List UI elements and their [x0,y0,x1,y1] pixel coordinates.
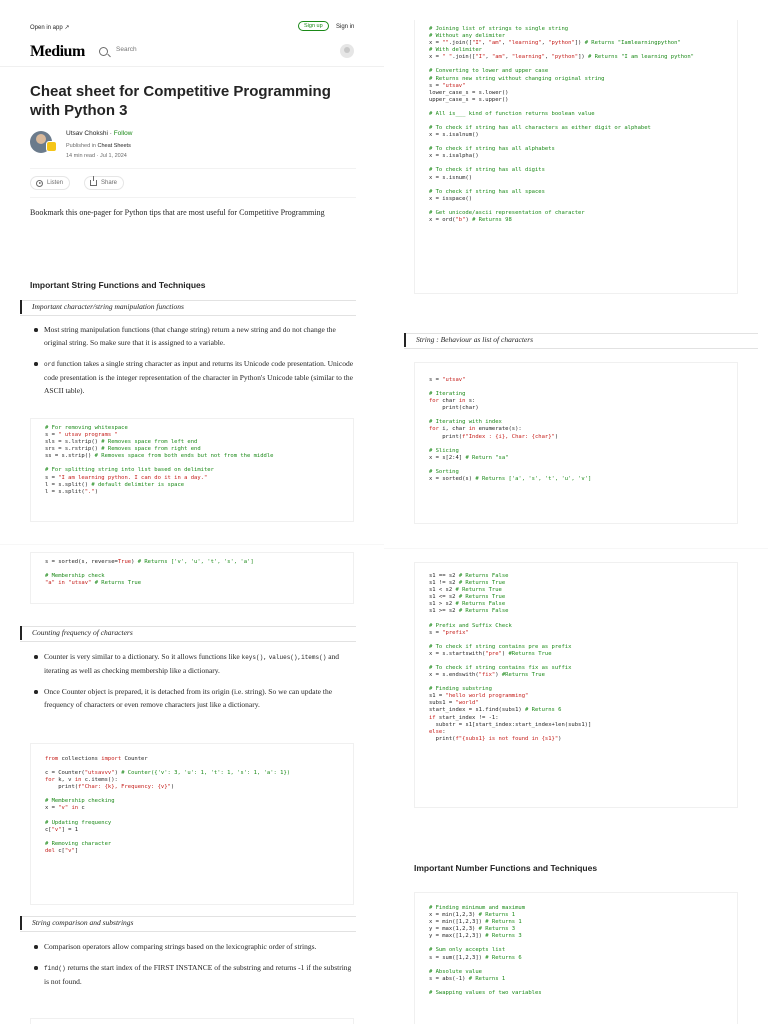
list-item [34,961,354,988]
code-text: # Joining list of strings to single string # Without any delimiter x = "".join(["I", "am", "learning", "python"]) # Returns "Iamlearningpython" # With delimiter x = " ".join(["I", "am", "learning", "python"]) # Returns "I am learning python" # Converting to lower and upper case # Returns new string without changing original string s = "utsav" lower_case_s = s.lower() upper_case_s = s.upper() # All is___ kind of function returns boolean value # To check if string has all characters as either digit or alphabet x = s.isalnum() # To check if string has all alphabets x = s.isalpha() # To check if string has all digits x = s.isnum() # To check if string has all spaces x = isspace() # Get unicode/ascii representation of character x = ord("b") # Returns 98 [429,26,694,223]
bullet-list-1 [34,323,354,405]
list-item [34,357,354,397]
publication-badge-icon[interactable] [46,141,57,152]
listen-label: Listen [47,180,64,186]
author-line: Utsav Chokshi · Follow [66,130,133,137]
subheading-string-comparison: String comparison and substrings [20,916,354,930]
code-block-next [30,1018,354,1024]
article-title: Cheat sheet for Competitive Programming with Python 3 [30,83,331,119]
bullet-list-3 [34,940,354,996]
code-block-sorted-membership [30,552,354,604]
code-text: s1 == s2 # Returns False s1 != s2 # Returns True s1 < s2 # Returns True s1 <= s2 # Returns True s1 > s2 # Returns False s1 >= s2 # Returns False # Prefix and Suffix Check s = "prefix" # To check if string contains pre as prefix x = s.startswith("pre") #Returns True # To check if string contains fix as suffix x = s.endswith("fix") #Returns True # Finding substring s1 = "hello world programming" subs1 = "world" start_index = s1.find(subs1) # Returns 6 if start_index != -1: substr = s1[start_index:start_index+len(subs1)] else: print(f"{subs1} is not found in {s1}") [429,573,592,742]
medium-logo[interactable]: Medium [30,43,85,60]
code-block-join-case [414,20,738,294]
quote-rule [20,641,356,642]
section-heading-strings: Important String Functions and Techniques [30,280,206,290]
sign-in-link[interactable]: Sign in [336,24,355,30]
read-time: 14 min read [66,153,96,159]
nav-bar [30,40,356,64]
subheading-string-manipulation: Important character/string manipulation functions [20,300,354,314]
list-item [34,685,354,711]
code-block-strip-split [30,418,354,522]
list-item [34,650,354,677]
published-in [66,143,131,149]
divider [384,548,768,549]
follow-button[interactable]: Follow [113,130,133,137]
search-input[interactable] [116,46,196,53]
article-meta: 14 min read · Jul 1, 2024 [66,153,127,159]
subheading-counting-frequency: Counting frequency of characters [20,626,354,640]
code-block-comparison [414,562,738,808]
author-name[interactable]: Utsav Chokshi [66,130,108,137]
inline-code: keys(), [241,654,267,661]
code-block-numbers [414,892,738,1024]
subheading-list-of-characters: String : Behaviour as list of characters [404,333,738,347]
inline-code: values(),items() [268,654,327,661]
code-text: s = "utsav" # Iterating for char in s: print(char) # Iterating with index for i, char in enumerate(s): print(f"Index : {i}, Char: {char}") # Slicing x = s[2:4] # Return "sa" # Sorting x = sorted(s) # Returns ['a', 's', 't', 'u', 'v'] [429,377,592,482]
bullet-text: Counter is very similar to a dictionary. So it allows functions like [44,652,240,661]
quote-rule [404,348,758,349]
share-icon [90,180,97,186]
intro-paragraph: Bookmark this one-pager for Python tips that are most useful for Competitive Programming [30,208,325,217]
quote-rule [20,931,356,932]
share-label: Share [101,180,118,186]
list-item [34,323,354,349]
bullet-list-2 [34,650,354,719]
section-heading-numbers: Important Number Functions and Techniques [414,863,598,873]
actions-divider [30,168,356,169]
article-right-column [384,0,768,1024]
bullet-text: and iterating as well as checking membership like a dictionary. [44,652,340,675]
bullet-text: function takes a single string character as input and returns its Unicode code presentation. Unicode code presentation is the integer representation of the character in Python's Unicode table (similar to the ASCII table). [44,359,354,395]
inline-code: ord [44,361,55,368]
code-text: # For removing whitespace s = " utsav programs " sls = s.lstrip() # Removes space from left end srs = s.rstrip() # Removes space from right end ss = s.strip() # Removes space from both ends but not from the middle # For splitting string into list based on delimiter s = "I am learning python. I can do it in a day." l = s.split() # default delimiter is space l = s.split(".") [45,425,274,495]
code-block-counter [30,743,354,905]
nav-divider [0,66,384,67]
actions-divider-bottom [30,197,356,198]
bullet-text: Once Counter object is prepared, it is detached from its origin (i.e. string). So we can update the frequency of characters or even remove characters just like a dictionary. [44,687,333,709]
quote-rule [20,315,356,316]
code-block-iterating [414,362,738,524]
user-avatar-icon[interactable] [340,44,354,58]
share-button[interactable] [84,176,124,190]
code-text: from collections import Counter c = Counter("utsavvv") # Counter({'v': 3, 'u': 1, 't': 1, 's': 1, 'a': 1}) for k, v in c.items(): print(f"Char: {k}, Frequency: {v}") # Membership checking x = "v" in c # Updating frequency c["v"] = 1 # Removing character del c["v"] [45,756,291,854]
code-text: s = sorted(s, reverse=True) # Returns ['v', 'u', 't', 's', 'a'] # Membership check "a" in "utsav" # Returns True [45,559,254,587]
sign-up-button[interactable]: Sign up [298,21,329,31]
listen-button[interactable] [30,176,70,190]
bullet-text: returns the start index of the FIRST INSTANCE of the substring and returns -1 if the substring is not found. [44,963,352,986]
bullet-text: Most string manipulation functions (that change string) return a new string and do not change the original string. So make sure that it is assigned to a variable. [44,325,336,347]
divider [0,544,384,545]
open-in-app-link[interactable]: Open in app ↗ [30,25,70,31]
publish-date: Jul 1, 2024 [99,153,127,159]
inline-code: find() [44,965,66,972]
code-text: # Finding minimum and maximum x = min(1,2,3) # Returns 1 x = min([1,2,3]) # Returns 1 y = max(1,2,3) # Returns 3 y = max([1,2,3]) # Returns 3 # Sum only accepts list s = sum([1,2,3]) # Returns 6 # Absolute value s = abs(-1) # Returns 1 # Swapping values of two variables [429,905,542,996]
bullet-text: Comparison operators allow comparing strings based on the lexicographic order of strings. [44,942,317,951]
top-bar [30,20,356,36]
play-icon [36,180,43,187]
search-icon[interactable] [99,47,108,56]
publication-link[interactable]: Cheat Sheets [97,143,131,149]
list-item [34,940,354,953]
published-prefix: Published in [66,143,96,149]
